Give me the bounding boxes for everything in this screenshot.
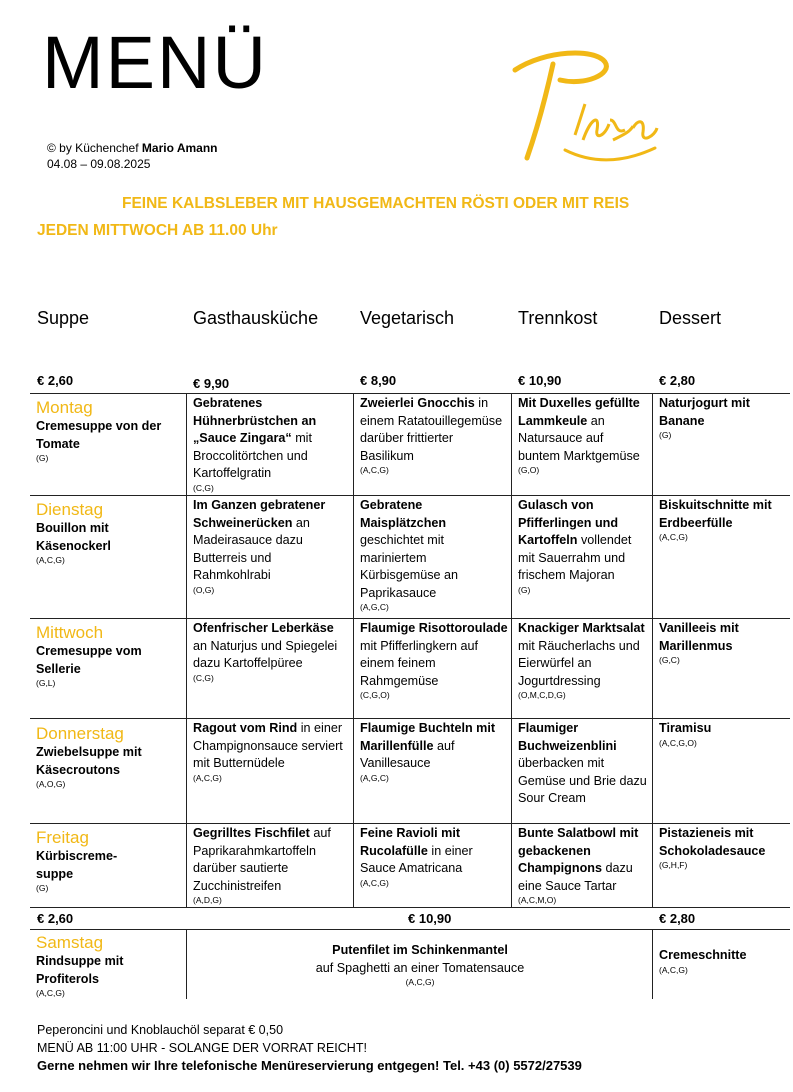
grid-line — [652, 929, 653, 999]
chef-name: Mario Amann — [141, 141, 218, 155]
grid-line — [30, 718, 790, 719]
veg-cell-montag: Zweierlei Gnocchis in einem Ratatouillegemüse darüber frittierter Basilikum (A,C,G) — [360, 396, 503, 475]
veg-cell-dienstag: Gebratene Maisplätzchen geschichtet mit mariniertem Kürbisgemüse an Paprikasauce (A,G,C) — [360, 498, 459, 612]
grid-line — [30, 618, 790, 619]
day-label: Samstag — [36, 933, 104, 952]
footer-note: Peperoncini und Knoblauchöl separat € 0,50 — [37, 1023, 284, 1037]
gasthaus-cell-mittwoch: Ofenfrischer Leberkäse an Naturjus und Spiegelei dazu Kartoffelpüree (C,G) — [193, 621, 338, 683]
column-header-vegetarisch: Vegetarisch — [360, 308, 455, 328]
date-range: 04.08 – 09.08.2025 — [47, 157, 151, 171]
saturday-price-dessert: € 2,80 — [659, 911, 696, 926]
price-suppe: € 2,60 — [37, 373, 74, 388]
column-header-gasthauskueche: Gasthausküche — [193, 308, 319, 328]
trenn-cell-mittwoch: Knackiger Marktsalat mit Räucherlachs und Eierwürfel an Jogurtdressing (O,M,C,D,G) — [518, 621, 645, 700]
gasthaus-cell-montag: Gebratenes Hühnerbrüstchen an „Sauce Zingara“ mit Broccolitörtchen und Kartoffelgratin (C,G) — [193, 396, 317, 493]
footer-hours: MENÜ AB 11:00 UHR - SOLANGE DER VORRAT REICHT! — [37, 1041, 367, 1055]
price-gasthauskueche: € 9,90 — [193, 376, 230, 391]
special-line-1: FEINE KALBSLEBER MIT HAUSGEMACHTEN RÖSTI ODER MIT REIS — [122, 195, 630, 212]
saturday-price-main: € 10,90 — [408, 911, 452, 926]
dessert-cell-freitag: Pistazieneis mit Schokoladesauce (G,H,F) — [659, 826, 766, 870]
soup-cell-dienstag: Dienstag Bouillon mit Käsenockerl (A,C,G) — [36, 500, 181, 566]
dessert-cell-montag: Naturjogurt mit Banane (G) — [659, 396, 750, 440]
grid-line — [30, 907, 790, 908]
grid-line — [30, 495, 790, 496]
trenn-cell-donnerstag: Flaumiger Buchweizenblini überbacken mit Gemüse und Brie dazu Sour Cream — [518, 721, 647, 805]
price-dessert: € 2,80 — [659, 373, 696, 388]
saturday-price-suppe: € 2,60 — [37, 911, 74, 926]
dessert-cell-donnerstag: Tiramisu (A,C,G,O) — [659, 721, 712, 748]
price-vegetarisch: € 8,90 — [360, 373, 397, 388]
column-header-suppe: Suppe — [37, 308, 90, 328]
trenn-cell-dienstag: Gulasch von Pfifferlingen und Kartoffeln vollendet mit Sauerrahm und frischem Majoran (G) — [518, 498, 632, 595]
grid-line — [511, 393, 512, 907]
gasthaus-cell-donnerstag: Ragout vom Rind in einer Champignonsauce serviert mit Butternüdele (A,C,G) — [193, 721, 343, 783]
credit: © by Küchenchef Mario Amann 04.08 – 09.08.2025 — [47, 141, 218, 171]
dessert-cell-mittwoch: Vanilleeis mit Marillenmus (G,C) — [659, 621, 739, 665]
veg-cell-donnerstag: Flaumige Buchteln mit Marillenfülle auf Vanillesauce (A,G,C) — [360, 721, 496, 783]
column-header-trennkost: Trennkost — [518, 308, 598, 328]
trenn-cell-freitag: Bunte Salatbowl mit gebackenen Champignons dazu eine Sauce Tartar (A,C,M,O) — [518, 826, 639, 905]
dessert-cell-dienstag: Biskuitschnitte mit Erdbeerfülle (A,C,G) — [659, 498, 772, 542]
gasthaus-cell-freitag: Gegrilltes Fischfilet auf Paprikarahmkartoffeln darüber sautierte Zucchinistreifen (A,D,G) — [193, 826, 331, 905]
dessert-cell-samstag: Cremeschnitte (A,C,G) — [659, 948, 747, 975]
page-title: MENÜ — [42, 21, 268, 104]
veg-cell-freitag: Feine Ravioli mit Rucolafülle in einer Sauce Amatricana (A,C,G) — [360, 826, 473, 888]
soup-cell-montag: Montag Cremesuppe von der Tomate (G) — [36, 398, 181, 464]
grid-line — [30, 929, 790, 930]
soup-cell-samstag: Samstag Rindsuppe mit Profiterols (A,C,G) — [36, 933, 181, 999]
piazza-logo — [505, 40, 665, 170]
trenn-cell-montag: Mit Duxelles gefüllte Lammkeule an Natursauce auf buntem Marktgemüse (G,O) — [518, 396, 640, 475]
soup-cell-mittwoch: Mittwoch Cremesuppe vom Sellerie (G,L) — [36, 623, 181, 689]
main-cell-samstag: Putenfilet im Schinkenmantel auf Spaghetti an einer Tomatensauce (A,C,G) — [315, 943, 525, 987]
column-header-dessert: Dessert — [659, 308, 722, 328]
day-label: Dienstag — [36, 500, 104, 519]
day-label: Donnerstag — [36, 724, 124, 743]
gasthaus-cell-dienstag: Im Ganzen gebratener Schweinerücken an Madeirasauce dazu Butterreis und Rahmkohlrabi (O,G) — [193, 498, 326, 595]
day-label: Montag — [36, 398, 93, 417]
price-trennkost: € 10,90 — [518, 373, 562, 388]
grid-line — [186, 929, 187, 999]
grid-line — [652, 393, 653, 907]
grid-line — [30, 393, 790, 394]
veg-cell-mittwoch: Flaumige Risottoroulade mit Pfifferlingkern auf einem feinem Rahmgemüse (C,G,O) — [360, 621, 508, 700]
soup-cell-freitag: Freitag Kürbiscreme-suppe (G) — [36, 828, 181, 894]
soup-cell-donnerstag: Donnerstag Zwiebelsuppe mit Käsecroutons (A,O,G) — [36, 724, 181, 790]
special-line-2: JEDEN MITTWOCH AB 11.00 Uhr — [37, 222, 278, 239]
day-label: Mittwoch — [36, 623, 104, 642]
day-label: Freitag — [36, 828, 89, 847]
grid-line — [186, 393, 187, 907]
grid-line — [353, 393, 354, 907]
footer-reservation: Gerne nehmen wir Ihre telefonische Menüreservierung entgegen! Tel. +43 (0) 5572/27539 — [37, 1058, 582, 1073]
grid-line — [30, 823, 790, 824]
